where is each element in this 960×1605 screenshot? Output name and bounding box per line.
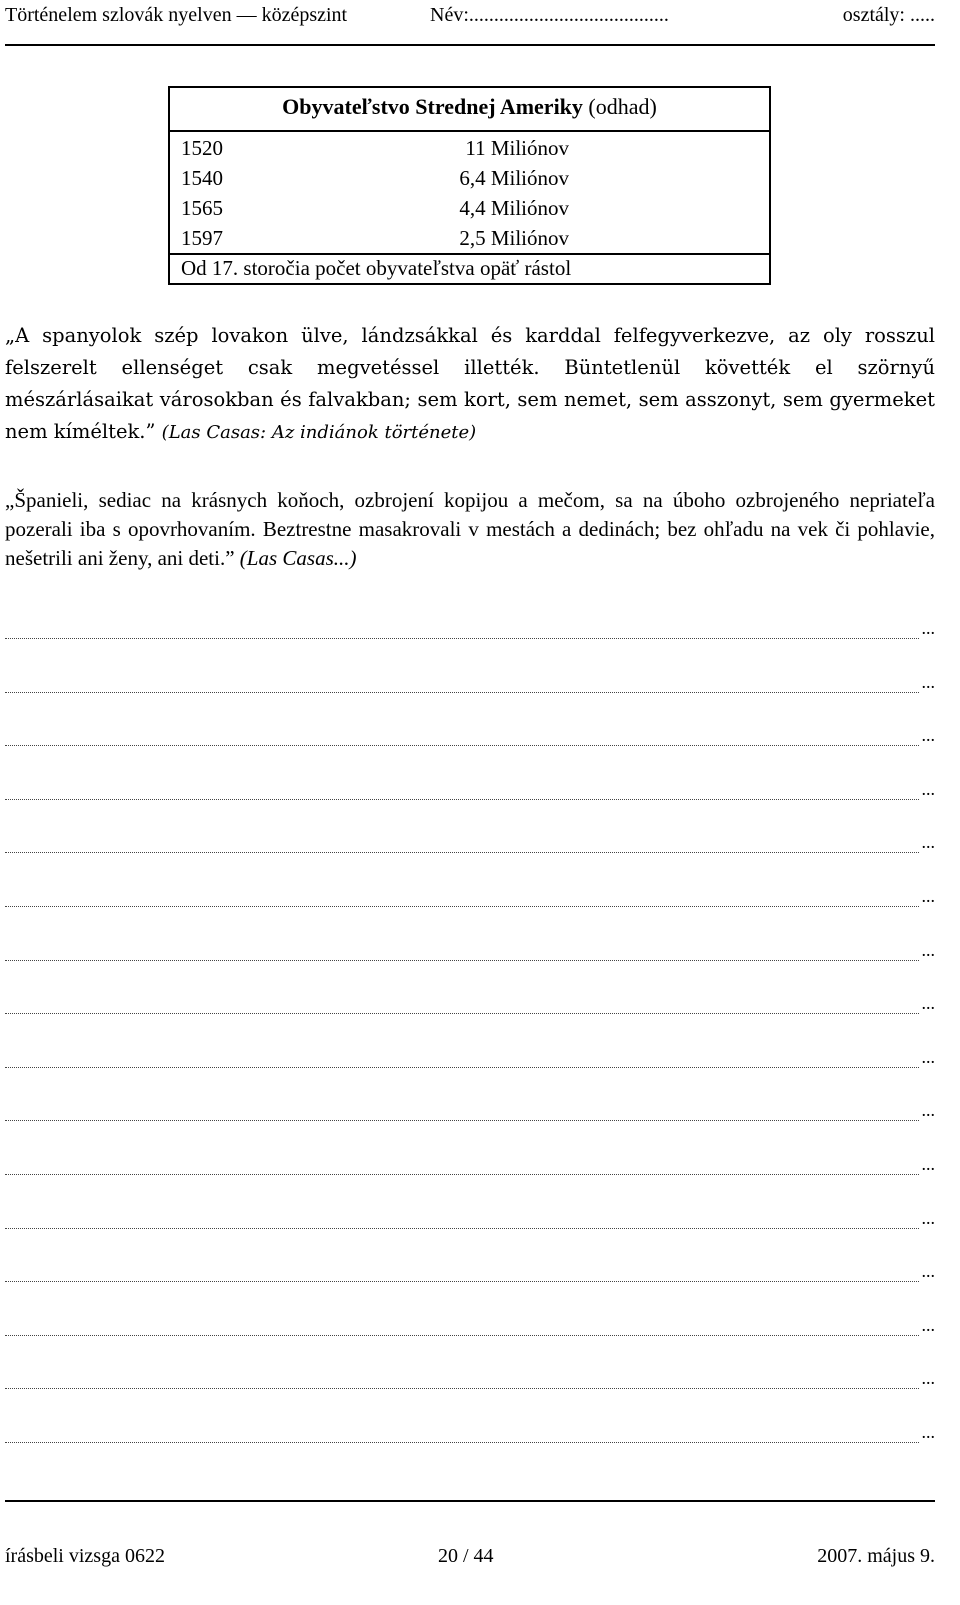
- dotted-line: [5, 1207, 935, 1229]
- table-row: [170, 223, 769, 253]
- dotted-line: [5, 939, 935, 961]
- answer-line-ellipsis: ...: [921, 1422, 935, 1442]
- dotted-line: [5, 834, 935, 853]
- header-divider: [5, 44, 935, 46]
- answer-line-ellipsis: ...: [921, 832, 935, 853]
- dotted-line: [5, 1370, 935, 1389]
- dotted-line: [5, 778, 935, 800]
- quote-hungarian-text: „A spanyolok szép lovakon ülve, lándzsákkal és karddal felfegyverkezve, az oly rosszul felszerelt ellenséget csak megvetéssel illették. Büntetlenül követték el szörnyű mészárlásaikat városokban és falvakban; sem kort, sem nemet, sem asszonyt, sem gyermeket nem kíméltek.”: [5, 324, 935, 443]
- answer-line-ellipsis: ...: [921, 1314, 935, 1335]
- answer-line-ellipsis: ...: [921, 725, 935, 746]
- footer-page-number: 20 / 44: [438, 1545, 494, 1567]
- row-value: 11 Miliónov: [465, 136, 569, 160]
- answer-line-ellipsis: ...: [921, 1046, 935, 1067]
- page-header: [5, 2, 935, 32]
- table-row: [170, 163, 769, 193]
- answer-line-ellipsis: ...: [921, 671, 935, 692]
- answer-line-ellipsis: ...: [921, 939, 935, 960]
- row-year: 1520: [181, 136, 223, 160]
- dotted-line: [5, 1314, 935, 1336]
- page-footer: [5, 1542, 935, 1572]
- answer-line-ellipsis: ...: [921, 1100, 935, 1121]
- row-year: 1540: [181, 166, 223, 190]
- dotted-line: [5, 1156, 935, 1175]
- footer-date: 2007. május 9.: [817, 1545, 935, 1567]
- header-subject: Történelem szlovák nyelven — középszint: [5, 4, 348, 26]
- table-row: [170, 193, 769, 223]
- quote-slovak-text: „Španieli, sediac na krásnych koňoch, ozbrojení kopijou a mečom, sa na úboho ozbrojeného nepriateľa pozerali iba s opovrhovaním. Beztrestne masakrovali v mestách a dedinách; bez ohľadu na vek či pohlavie, nešetrili ani ženy, ani deti.”: [5, 488, 935, 570]
- answer-line-ellipsis: ...: [921, 1207, 935, 1228]
- header-name-field: Név:........................................: [430, 4, 669, 26]
- footer-divider: [5, 1500, 935, 1502]
- population-rows: [170, 132, 769, 255]
- population-table-title: [170, 88, 769, 132]
- header-class-field: osztály: .....: [842, 4, 935, 26]
- answer-line-ellipsis: ...: [921, 993, 935, 1014]
- dotted-line: [5, 888, 935, 907]
- quote-hungarian: [5, 320, 935, 449]
- answer-line-ellipsis: ...: [921, 1154, 935, 1174]
- quote-slovak-source: (Las Casas...): [239, 546, 357, 570]
- dotted-line: [5, 1102, 935, 1121]
- row-value: 6,4 Miliónov: [459, 166, 569, 190]
- dotted-line: [5, 727, 935, 746]
- table-row: [170, 133, 769, 163]
- dotted-line: [5, 671, 935, 693]
- population-table-footer: Od 17. storočia počet obyvateľstva opäť rástol: [181, 256, 572, 280]
- quote-slovak: [5, 486, 935, 573]
- answer-line-ellipsis: ...: [921, 778, 935, 799]
- table-title-bold: Obyvateľstvo Strednej Ameriky: [282, 94, 583, 119]
- dotted-line: [5, 1046, 935, 1068]
- row-year: 1597: [181, 226, 223, 250]
- dotted-line: [5, 620, 935, 639]
- row-value: 2,5 Miliónov: [459, 226, 569, 250]
- table-title-note: (odhad): [582, 94, 657, 119]
- dotted-line: [5, 995, 935, 1014]
- quote-hungarian-source: (Las Casas: Az indiánok története): [161, 422, 477, 443]
- row-value: 4,4 Miliónov: [459, 196, 569, 220]
- population-table: [168, 86, 771, 285]
- dotted-line: [5, 1263, 935, 1282]
- row-year: 1565: [181, 196, 223, 220]
- answer-line-ellipsis: ...: [921, 886, 935, 906]
- answer-line-ellipsis: ...: [921, 1368, 935, 1389]
- answer-line-ellipsis: ...: [921, 1261, 935, 1282]
- footer-exam-code: írásbeli vizsga 0622: [5, 1545, 165, 1567]
- answer-line-ellipsis: ...: [921, 618, 935, 638]
- dotted-line: [5, 1424, 935, 1443]
